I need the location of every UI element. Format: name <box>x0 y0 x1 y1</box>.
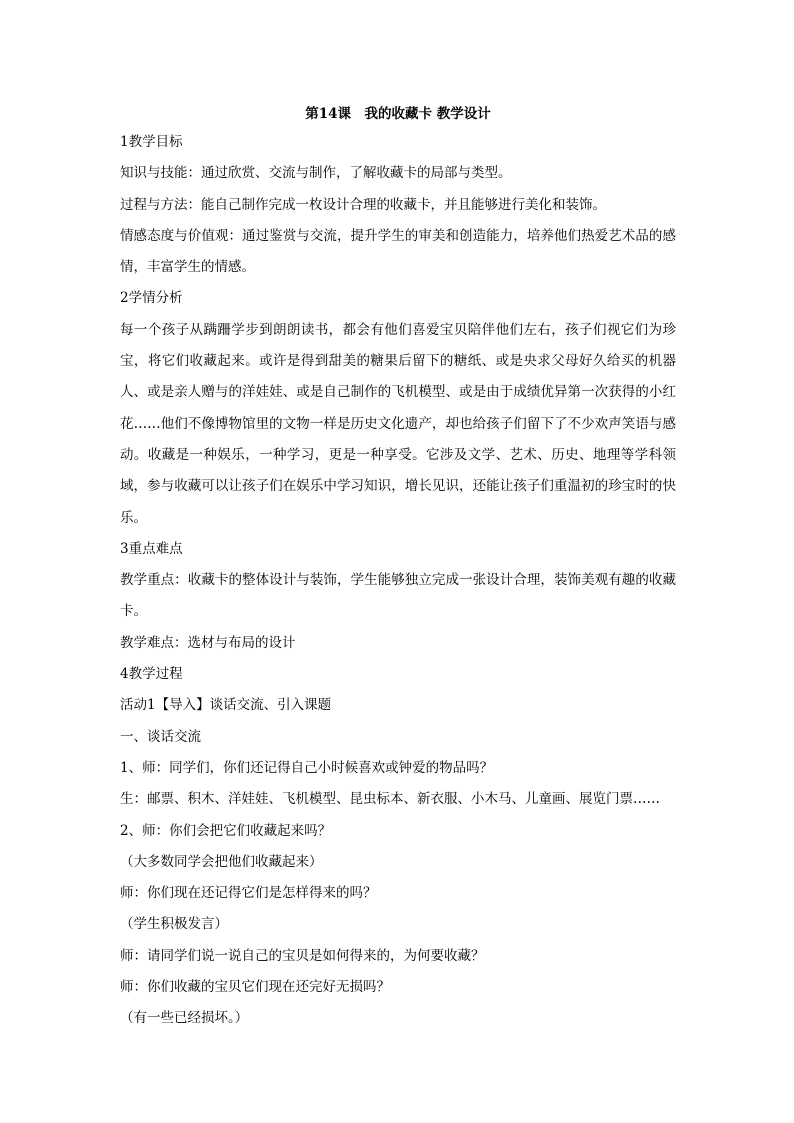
teacher-question-4: 师：请同学们说一说自己的宝贝是如何得来的，为何要收藏？ <box>120 947 485 964</box>
teacher-question-5: 师：你们收藏的宝贝它们现在还完好无损吗？ <box>120 979 390 996</box>
student-response-3: （学生积极发言） <box>120 916 228 933</box>
page-title: 第14课 我的收藏卡 教学设计 <box>305 106 491 122</box>
section-heading-process: 4教学过程 <box>120 666 183 683</box>
teacher-question-3: 师：你们现在还记得它们是怎样得来的吗？ <box>120 885 377 902</box>
activity-1-heading: 活动1【导入】谈话交流、引入课题 <box>120 697 332 714</box>
student-response-5: （有一些已经损坏。） <box>120 1010 249 1027</box>
section-heading-analysis: 2学情分析 <box>120 290 183 307</box>
objective-emotion: 情感态度与价值观：通过鉴赏与交流，提升学生的审美和创造能力，培养他们热爱艺术品的感情，丰富学生的情感。 <box>120 227 676 276</box>
key-point: 教学重点：收藏卡的整体设计与装饰，学生能够独立完成一张设计合理，装饰美观有趣的收藏卡。 <box>120 572 676 620</box>
section-heading-objectives: 1教学目标 <box>120 134 183 150</box>
section-heading-key-points: 3重点难点 <box>120 540 183 557</box>
difficult-point: 教学难点：选材与布局的设计 <box>120 634 296 651</box>
teacher-question-2: 2、师：你们会把它们收藏起来吗？ <box>120 822 332 839</box>
teacher-question-1: 1、师：同学们，你们还记得自己小时候喜欢或钟爱的物品吗？ <box>120 759 494 776</box>
student-answer-1: 生：邮票、积木、洋娃娃、飞机模型、昆虫标本、新衣服、小木马、儿童画、展览门票…… <box>120 791 660 808</box>
objective-process: 过程与方法：能自己制作完成一枚设计合理的收藏卡，并且能够进行美化和装饰。 <box>120 196 606 213</box>
student-response-2: （大多数同学会把他们收藏起来） <box>120 853 323 870</box>
objective-knowledge: 知识与技能：通过欣赏、交流与制作，了解收藏卡的局部与类型。 <box>120 165 512 182</box>
subheading-talk: 一、谈话交流 <box>120 728 201 745</box>
document-page <box>120 101 676 1035</box>
analysis-paragraph: 每一个孩子从蹒跚学步到朗朗读书，都会有他们喜爱宝贝陪伴他们左右，孩子们视它们为珍宝，将它们收藏起来。或许是得到甜美的糖果后留下的糖纸、或是央求父母好久给买的机器人、或是亲人赠与的洋娃娃、或是自己制作的飞机模型、或是由于成绩优异第一次获得的小红花……他们不像博物馆里的文物一样是历史文化遗产，却也给孩子们留下了不少欢声笑语与感动。收藏是一种娱乐，一种学习，更是一种享受。它涉及文学、艺术、历史、地理等学科领域，参与收藏可以让孩子们在娱乐中学习知识，增长见识，还能让孩子们重温初的珍宝时的快乐。 <box>120 321 676 526</box>
document-body <box>120 127 676 1035</box>
